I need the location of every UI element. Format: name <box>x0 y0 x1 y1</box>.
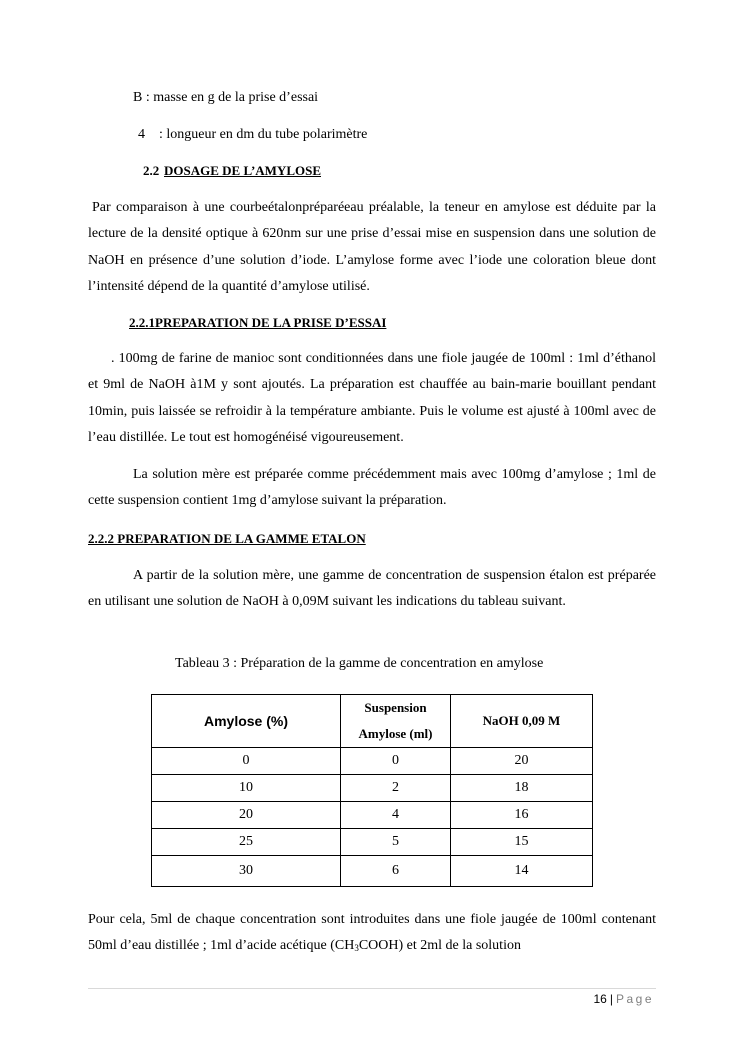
procedure-text-end: COOH) et 2ml de la solution <box>358 938 521 954</box>
section-2-2-title: DOSAGE DE L’AMYLOSE <box>164 163 321 178</box>
paragraph-procedure <box>88 907 656 960</box>
table-row <box>152 856 593 887</box>
procedure-subscript: 3 <box>354 943 359 954</box>
section-2-2-1-title: 2.2.1PREPARATION DE LA PRISE D’ESSAI <box>129 315 387 330</box>
cell-suspension-ml: 6 <box>341 856 451 887</box>
page-label: Page <box>615 992 654 1006</box>
header-suspension-line2: Amylose (ml) <box>358 726 433 741</box>
cell-naoh: 18 <box>451 775 593 802</box>
procedure-text-start: Pour cela, 5ml de chaque concentration sont introduites dans une fiole jaugée de 100ml contenant 50ml d’eau distillée ; 1ml d’acide acétique (CH <box>88 912 656 954</box>
section-2-2-2-title: 2.2.2 PREPARATION DE LA GAMME ETALON <box>88 531 366 546</box>
table-row <box>152 829 593 856</box>
variable-4-definition: : longueur en dm du tube polarimètre <box>159 127 368 142</box>
section-2-2-number: 2.2 <box>143 163 160 178</box>
header-naoh: NaOH 0,09 M <box>451 695 593 748</box>
header-suspension-amylose <box>341 695 451 748</box>
cell-naoh: 20 <box>451 748 593 775</box>
header-suspension-line1: Suspension <box>364 700 427 715</box>
cell-suspension-ml: 2 <box>341 775 451 802</box>
standard-range-table <box>151 694 593 887</box>
header-amylose-percent: Amylose (%) <box>152 695 341 748</box>
footer-separator: | <box>609 992 613 1006</box>
cell-naoh: 15 <box>451 829 593 856</box>
footer-divider <box>88 988 656 989</box>
cell-suspension-ml: 4 <box>341 802 451 829</box>
cell-amylose-percent: 20 <box>152 802 341 829</box>
table-header-row <box>152 695 593 748</box>
cell-naoh: 16 <box>451 802 593 829</box>
table-row <box>152 802 593 829</box>
paragraph-stock-solution: La solution mère est préparée comme précédemment mais avec 100mg d’amylose ; 1ml de cette suspension contient 1mg d’amylose suivant la préparation. <box>88 467 656 509</box>
cell-naoh: 14 <box>451 856 593 887</box>
page-footer <box>593 992 654 1006</box>
paragraph-amylose-principle: Par comparaison à une courbeétalonpréparéeau préalable, la teneur en amylose est déduite par la lecture de la densité optique à 620nm sur une prise d’essai mise en suspension dans une solution de NaOH en présence d’une solution d’iode. L’amylose forme avec l’iode une coloration bleue dont l’intensité dépend de la quantité d’amylose utilisé. <box>88 200 656 294</box>
cell-amylose-percent: 0 <box>152 748 341 775</box>
variable-b-definition: B : masse en g de la prise d’essai <box>133 90 319 105</box>
cell-suspension-ml: 5 <box>341 829 451 856</box>
paragraph-sample-preparation: . 100mg de farine de manioc sont conditionnées dans une fiole jaugée de 100ml : 1ml d’éthanol et 9ml de NaOH à1M y sont ajoutés. La préparation est chauffée au bain-marie bouillant pendant 10min, puis laissée se refroidir à la température ambiante. Puis le volume est ajusté à 100ml avec de l’eau distillée. Le tout est homogénéisé vigoureusement. <box>88 351 656 445</box>
paragraph-standard-range: A partir de la solution mère, une gamme de concentration de suspension étalon est préparée en utilisant une solution de NaOH à 0,09M suivant les indications du tableau suivant. <box>88 568 656 610</box>
variable-4-number: 4 <box>138 127 145 142</box>
table-row <box>152 775 593 802</box>
cell-amylose-percent: 10 <box>152 775 341 802</box>
table-caption: Tableau 3 : Préparation de la gamme de concentration en amylose <box>175 656 544 671</box>
cell-amylose-percent: 30 <box>152 856 341 887</box>
cell-amylose-percent: 25 <box>152 829 341 856</box>
page-number: 16 <box>593 992 607 1006</box>
table-row <box>152 748 593 775</box>
cell-suspension-ml: 0 <box>341 748 451 775</box>
